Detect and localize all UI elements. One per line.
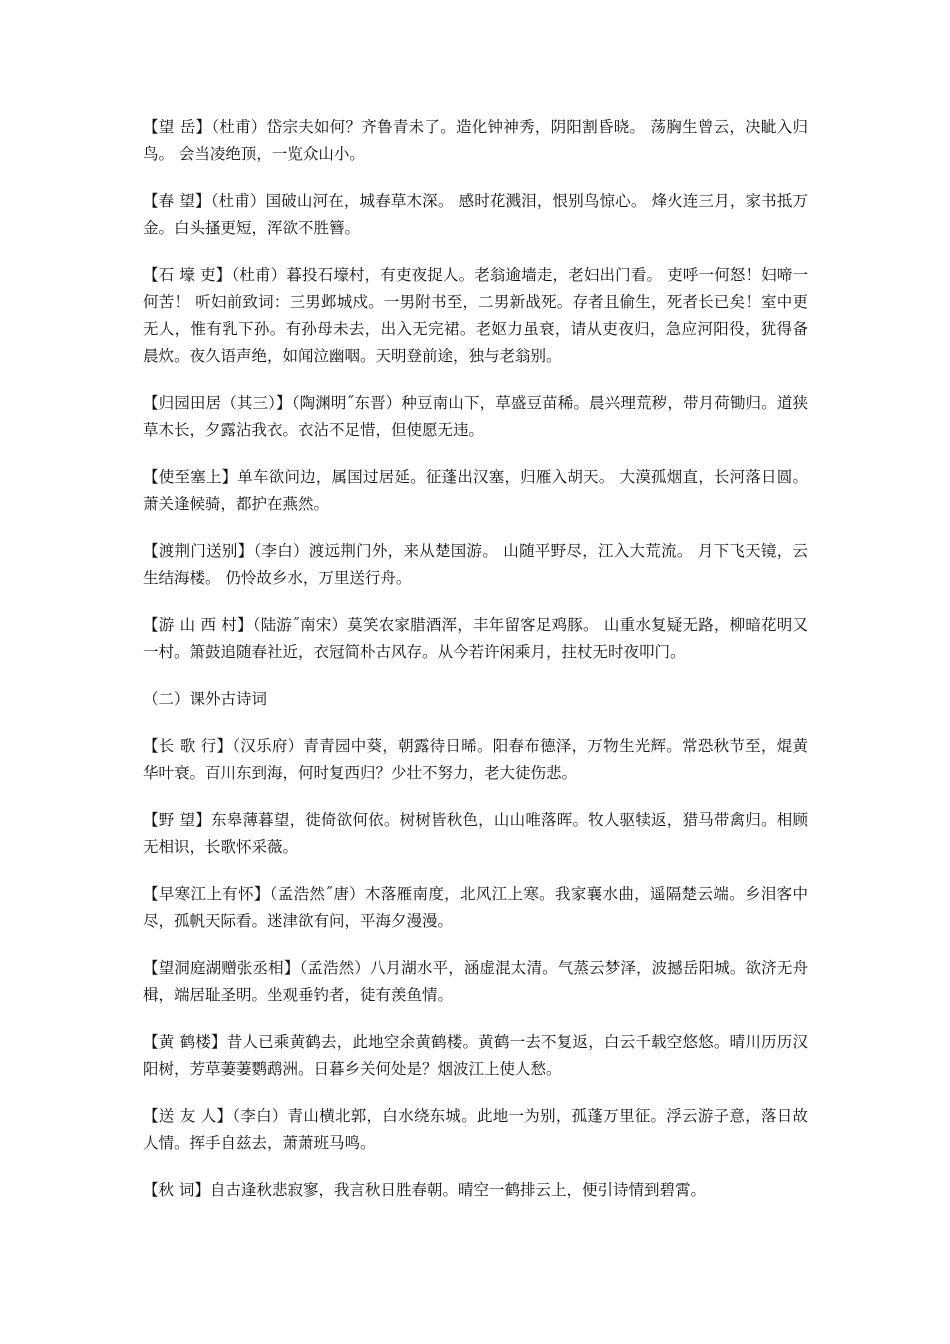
poem-body: （李白）青山横北郭，白水绕东城。此地一为别，孤蓬万里征。浮云游子意，落日故人情。挥手自兹去，萧萧班马鸣。 xyxy=(143,1107,808,1152)
poem-body: （杜甫）国破山河在，城春草木深。 感时花溅泪，恨别鸟惊心。 烽火连三月，家书抵万金。白头搔更短，浑欲不胜簪。 xyxy=(143,192,808,237)
poem-title: 【渡荆门送别】 xyxy=(143,542,254,560)
poem-body: 昔人已乘黄鹤去，此地空余黄鹤楼。黄鹤一去不复返，白云千载空悠悠。晴川历历汉阳树，芳草萋萋鹦鹉洲。日暮乡关何处是？烟波江上使人愁。 xyxy=(143,1033,808,1078)
poem-body: 单车欲问边，属国过居延。征蓬出汉塞，归雁入胡天。 大漠孤烟直，长河落日圆。 萧关逢候骑，都护在燕然。 xyxy=(143,468,808,513)
poem-title: 【送 友 人】 xyxy=(143,1107,233,1125)
poem-body: （孟浩然˝唐）木落雁南度，北风江上寒。我家襄水曲，遥隔楚云端。乡泪客中尽，孤帆天际看。迷津欲有问，平海夕漫漫。 xyxy=(143,885,808,930)
poem-entry-zao-han-jiang-shang xyxy=(143,881,808,935)
poem-title: 【归园田居（其三）】 xyxy=(143,394,292,412)
poem-title: 【黄 鹤楼】 xyxy=(143,1033,227,1051)
poem-body: 自古逢秋悲寂寥，我言秋日胜春朝。晴空一鹤排云上，便引诗情到碧霄。 xyxy=(209,1181,706,1199)
poem-title: 【使至塞上】 xyxy=(143,468,238,486)
poem-title: 【早寒江上有怀】 xyxy=(143,885,270,903)
document-page xyxy=(143,114,808,1224)
poem-title: 【游 山 西 村】 xyxy=(143,616,253,634)
poem-entry-du-jing-men xyxy=(143,538,808,592)
poem-entry-gui-yuan-tian-ju xyxy=(143,390,808,444)
poem-body: （陆游˝南宋）莫笑农家腊酒浑，丰年留客足鸡豚。 山重水复疑无路，柳暗花明又一村。箫鼓追随春社近，衣冠简朴古风存。从今若许闲乘月，拄杖无时夜叩门。 xyxy=(143,616,808,661)
poem-entry-you-shan-xi-cun xyxy=(143,612,808,666)
section-heading: （二）课外古诗词 xyxy=(143,690,268,708)
poem-body: （李白）渡远荆门外，来从楚国游。 山随平野尽，江入大荒流。 月下飞天镜，云生结海楼。 仍怜故乡水，万里送行舟。 xyxy=(143,542,808,587)
poem-entry-qiu-ci xyxy=(143,1177,808,1204)
poem-title: 【望 岳】 xyxy=(143,118,212,136)
poem-body: （杜甫）暮投石壕村，有吏夜捉人。老翁逾墙走，老妇出门看。 吏呼一何怒！妇啼一何苦！ 听妇前致词：三男邺城戍。一男附书至，二男新战死。存者且偷生，死者长已矣！室中更无人，惟有乳下孙。有孙母未去，出入无完裙。老妪力虽衰，请从吏夜归，急应河阳役，犹得备晨炊。夜久语声绝，如闻泣幽咽。天明登前途，独与老翁别。 xyxy=(143,266,808,365)
poem-body: 东皋薄暮望，徙倚欲何依。树树皆秋色，山山唯落晖。牧人驱犊返，猎马带禽归。相顾无相识，长歌怀采薇。 xyxy=(143,811,808,856)
poem-entry-shi-hao-li xyxy=(143,262,808,370)
poem-body: （杜甫）岱宗夫如何？齐鲁青未了。造化钟神秀，阴阳割昏晓。 荡胸生曾云，决眦入归鸟。 会当凌绝顶，一览众山小。 xyxy=(143,118,808,163)
poem-entry-ye-wang xyxy=(143,807,808,861)
poem-entry-wang-dong-ting-hu xyxy=(143,955,808,1009)
poem-body: （孟浩然）八月湖水平，涵虚混太清。气蒸云梦泽，波撼岳阳城。欲济无舟楫，端居耻圣明。坐观垂钓者，徒有羡鱼情。 xyxy=(143,959,808,1004)
poem-entry-shi-zhi-sai-shang xyxy=(143,464,808,518)
poem-entry-huang-he-lou xyxy=(143,1029,808,1083)
poem-title: 【望洞庭湖赠张丞相】 xyxy=(143,959,300,977)
poem-title: 【秋 词】 xyxy=(143,1181,210,1199)
poem-entry-chun-wang xyxy=(143,188,808,242)
poem-entry-song-you-ren xyxy=(143,1103,808,1157)
poem-title: 【石 壕 吏】 xyxy=(143,266,232,284)
poem-title: 【春 望】 xyxy=(143,192,211,210)
poem-title: 【野 望】 xyxy=(143,811,212,829)
poem-body: （汉乐府）青青园中葵，朝露待日晞。阳春布德泽，万物生光辉。常恐秋节至，焜黄华叶衰。百川东到海，何时复西归？少壮不努力，老大徒伤悲。 xyxy=(143,737,808,782)
poem-body: （陶渊明˝东晋）种豆南山下，草盛豆苗稀。晨兴理荒秽，带月荷锄归。道狭草木长，夕露沾我衣。衣沾不足惜，但使愿无违。 xyxy=(143,394,808,439)
poem-entry-wang-yue xyxy=(143,114,808,168)
poem-entry-chang-ge-xing xyxy=(143,733,808,787)
poem-title: 【长 歌 行】 xyxy=(143,737,233,755)
